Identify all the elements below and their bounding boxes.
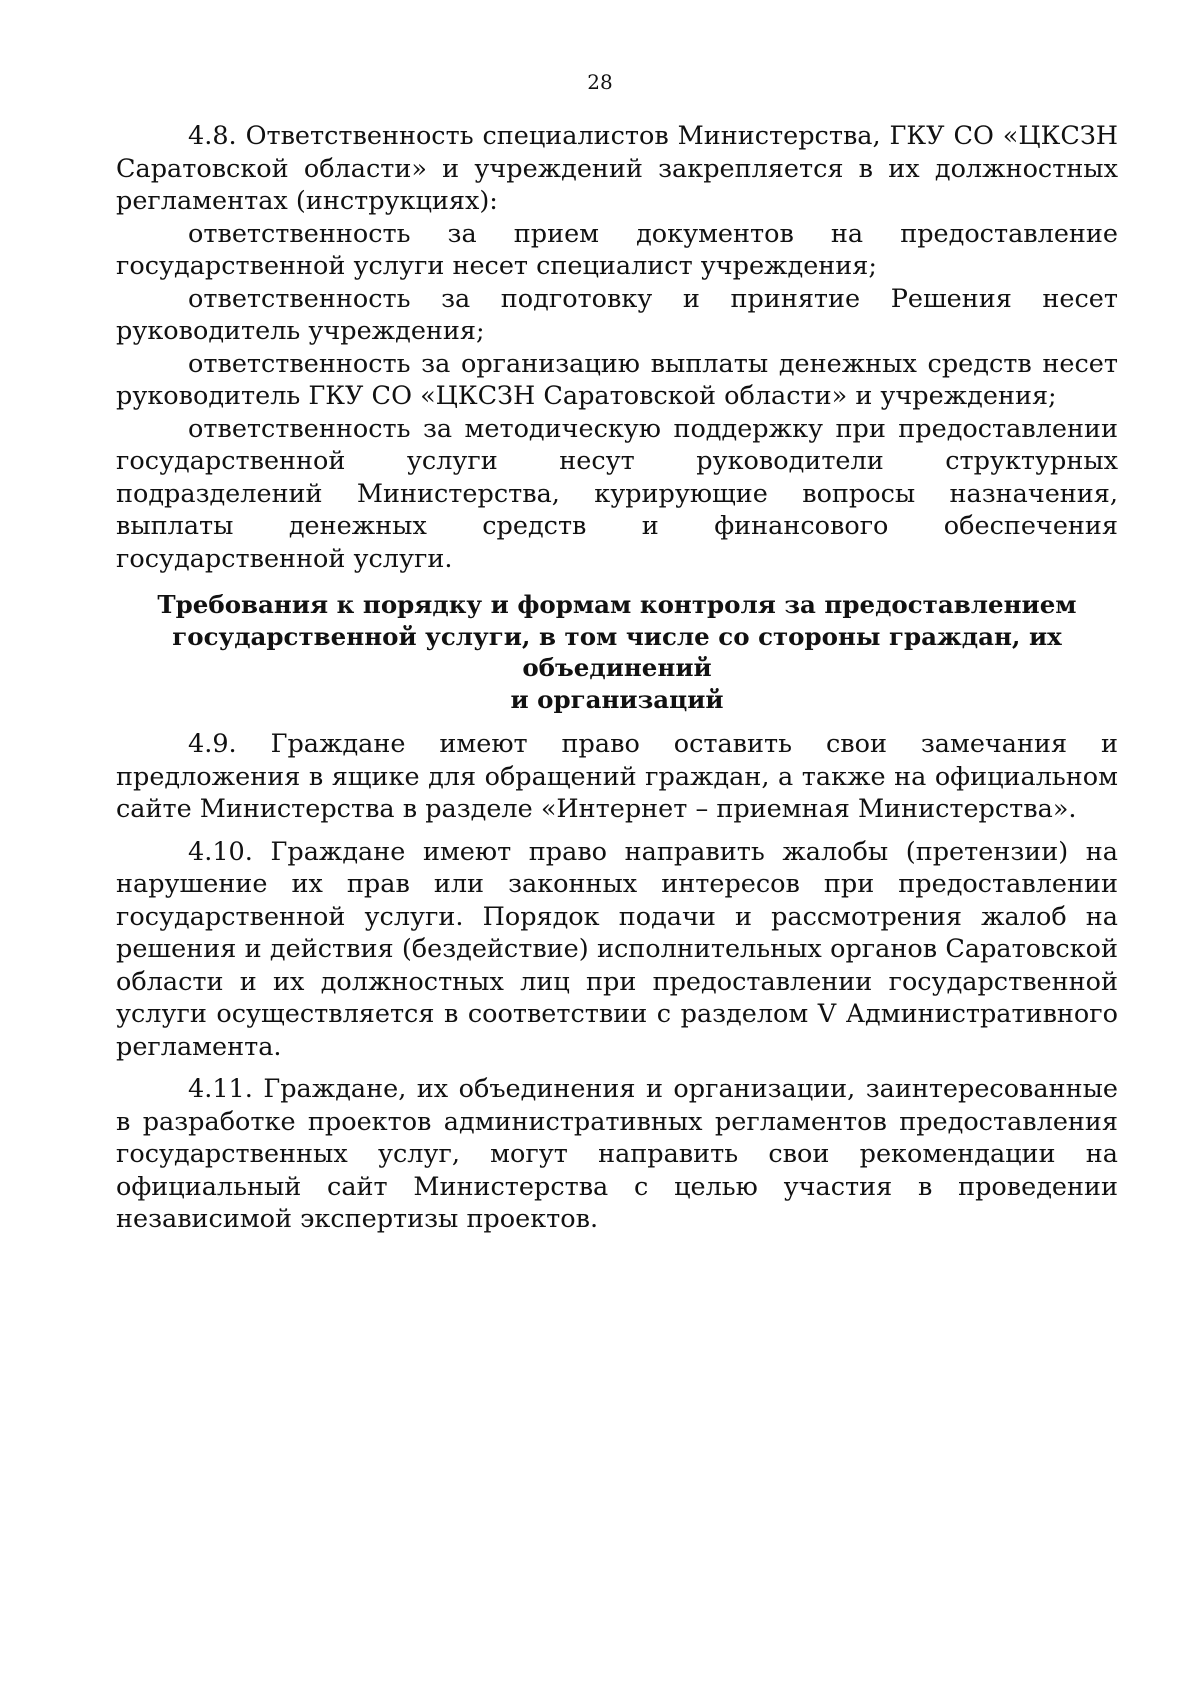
page-number: 28 bbox=[587, 70, 613, 94]
paragraph-4-11: 4.11. Граждане, их объединения и организации, заинтересованные в разработке проектов административных регламентов предоставления государственных услуг, могут направить свои рекомендации на официальный сайт Министерства с целью участия в проведении независимой экспертизы проектов. bbox=[116, 1074, 1118, 1234]
section-heading-line-2: государственной услуги, в том числе со стороны граждан, их объединений bbox=[172, 621, 1062, 682]
paragraph-responsibility-documents: ответственность за прием документов на предоставление государственной услуги несет специалист учреждения; bbox=[116, 218, 1118, 281]
section-heading-line-1: Требования к порядку и формам контроля за предоставлением bbox=[157, 590, 1077, 619]
document-body bbox=[116, 120, 1118, 1236]
section-heading-line-3: и организаций bbox=[510, 684, 724, 714]
paragraph-responsibility-methodical: ответственность за методическую поддержку при предоставлении государственной услуги несут руководители структурных подразделений Министерства, курирующие вопросы назначения, выплаты денежных средств и финансового обеспечения государственной услуги. bbox=[116, 413, 1118, 574]
paragraph-responsibility-decision: ответственность за подготовку и принятие Решения несет руководитель учреждения; bbox=[116, 283, 1118, 346]
paragraph-4-10: 4.10. Граждане имеют право направить жалобы (претензии) на нарушение их прав или законных интересов при предоставлении государственной услуги. Порядок подачи и рассмотрения жалоб на решения и действия (бездействие) исполнительных органов Саратовской области и их должностных лиц при предоставлении государственной услуги осуществляется в соответствии с разделом V Административного регламента. bbox=[116, 836, 1118, 1062]
section-heading bbox=[116, 589, 1118, 715]
paragraph-4-9: 4.9. Граждане имеют право оставить свои замечания и предложения в ящике для обращений граждан, а также на официальном сайте Министерства в разделе «Интернет – приемная Министерства». bbox=[116, 729, 1118, 824]
paragraph-4-8: 4.8. Ответственность специалистов Министерства, ГКУ СО «ЦКСЗН Саратовской области» и учреждений закрепляется в их должностных регламентах (инструкциях): bbox=[116, 121, 1118, 216]
paragraph-responsibility-payments: ответственность за организацию выплаты денежных средств несет руководитель ГКУ СО «ЦКСЗН Саратовской области» и учреждения; bbox=[116, 348, 1118, 411]
